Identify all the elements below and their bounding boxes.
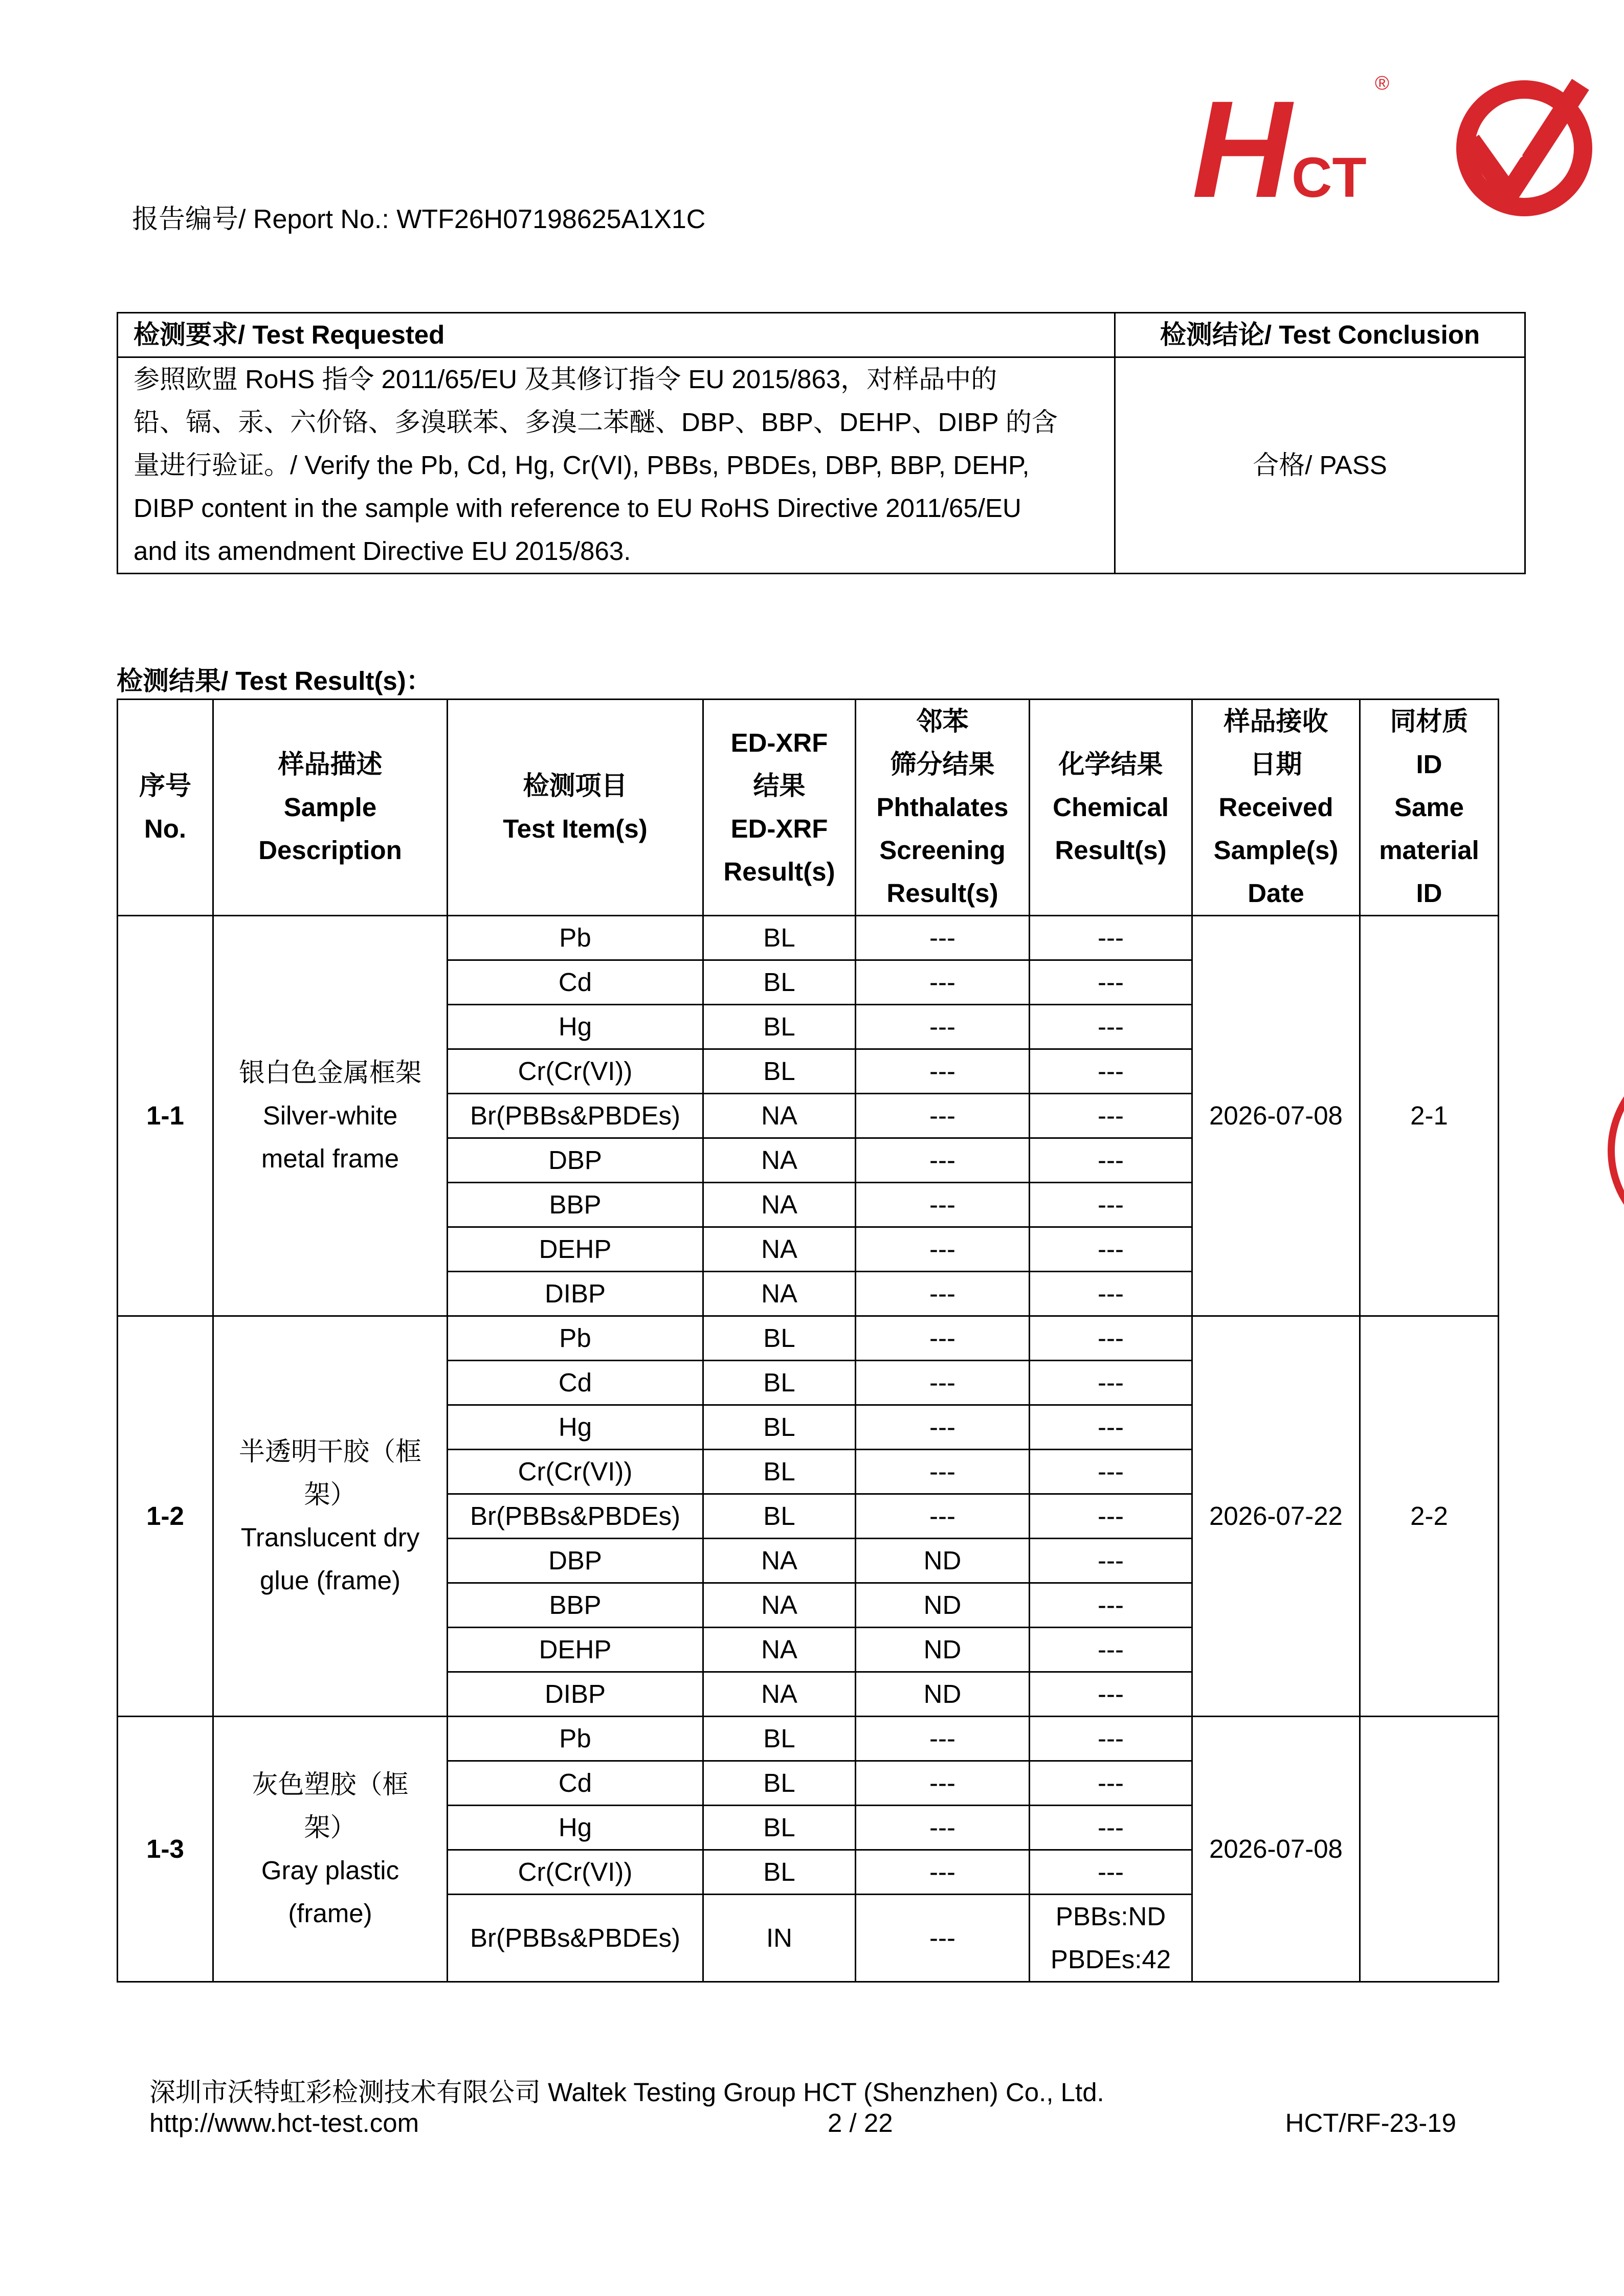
chem-line: PBBs:ND — [1055, 1902, 1166, 1931]
table-row — [118, 1717, 1499, 1761]
cell-xrf: NA — [703, 1183, 856, 1227]
header-same-material-id: 同材质 ID Same material ID — [1360, 700, 1499, 916]
cell-xrf: BL — [703, 1316, 856, 1361]
cell-item: BBP — [448, 1583, 703, 1628]
cell-xrf: BL — [703, 1005, 856, 1049]
cell-item: BBP — [448, 1183, 703, 1227]
logo-h-letter: HCT — [1192, 73, 1367, 217]
sample-number: 1-1 — [118, 916, 213, 1316]
cell-xrf: NA — [703, 1583, 856, 1628]
cell-chem: --- — [1030, 1717, 1192, 1761]
received-date: 2026-07-22 — [1192, 1316, 1360, 1717]
cell-phth: --- — [856, 1761, 1030, 1806]
cell-item: Cd — [448, 1361, 703, 1405]
cell-item: Pb — [448, 916, 703, 960]
cell-item: Pb — [448, 1717, 703, 1761]
cell-chem: --- — [1030, 1628, 1192, 1672]
header-xrf-result: ED-XRF 结果 ED-XRF Result(s) — [703, 700, 856, 916]
cell-item: Cd — [448, 960, 703, 1005]
cell-xrf: NA — [703, 1227, 856, 1272]
header-no: 序号 No. — [118, 700, 213, 916]
cell-chem: --- — [1030, 1494, 1192, 1539]
test-requested-table — [117, 312, 1526, 574]
cell-phth: --- — [856, 1806, 1030, 1850]
cell-chem: --- — [1030, 1361, 1192, 1405]
cell-item: Cr(Cr(VI)) — [448, 1450, 703, 1494]
cell-item: Cr(Cr(VI)) — [448, 1049, 703, 1094]
cell-chem — [1030, 1895, 1192, 1982]
cell-phth: --- — [856, 1494, 1030, 1539]
cell-chem: --- — [1030, 1138, 1192, 1183]
test-conclusion-header: 检测结论/ Test Conclusion — [1115, 313, 1525, 357]
same-material-id — [1360, 1717, 1499, 1982]
seal-stamp-fragment — [1604, 1048, 1624, 1253]
cell-item: Br(PBBs&PBDEs) — [448, 1895, 703, 1982]
cell-item: DIBP — [448, 1272, 703, 1316]
sample-description: 银白色金属框架 Silver-white metal frame — [213, 916, 448, 1316]
cell-item: DIBP — [448, 1672, 703, 1717]
cell-xrf: BL — [703, 1850, 856, 1895]
cell-phth: --- — [856, 1227, 1030, 1272]
header-phthalates-result: 邻苯 筛分结果 Phthalates Screening Result(s) — [856, 700, 1030, 916]
cell-xrf: BL — [703, 1806, 856, 1850]
cell-xrf: NA — [703, 1138, 856, 1183]
cell-chem: --- — [1030, 1005, 1192, 1049]
cell-chem: --- — [1030, 1761, 1192, 1806]
cell-phth: --- — [856, 1405, 1030, 1450]
cell-xrf: BL — [703, 1761, 856, 1806]
header-sample-description: 样品描述 Sample Description — [213, 700, 448, 916]
sample-number: 1-3 — [118, 1717, 213, 1982]
cell-item: Br(PBBs&PBDEs) — [448, 1494, 703, 1539]
sample-description: 半透明干胶（框 架） Translucent dry glue (frame) — [213, 1316, 448, 1717]
cell-phth: ND — [856, 1672, 1030, 1717]
cell-xrf: BL — [703, 1494, 856, 1539]
test-requested-header: 检测要求/ Test Requested — [118, 313, 1115, 357]
cell-item: Hg — [448, 1806, 703, 1850]
cell-phth: --- — [856, 960, 1030, 1005]
cell-chem: --- — [1030, 1850, 1192, 1895]
test-conclusion-value: 合格/ PASS — [1115, 357, 1525, 574]
cell-item: Pb — [448, 1316, 703, 1361]
hct-logo — [1192, 69, 1596, 217]
sample-number: 1-2 — [118, 1316, 213, 1717]
cell-xrf: NA — [703, 1272, 856, 1316]
cell-xrf: BL — [703, 1405, 856, 1450]
cell-item: Hg — [448, 1005, 703, 1049]
cell-chem: --- — [1030, 960, 1192, 1005]
cell-item: DBP — [448, 1138, 703, 1183]
header-test-items: 检测项目 Test Item(s) — [448, 700, 703, 916]
test-results-table — [117, 699, 1499, 1983]
cell-item: Br(PBBs&PBDEs) — [448, 1094, 703, 1138]
cell-item: Cd — [448, 1761, 703, 1806]
cell-phth: --- — [856, 1094, 1030, 1138]
cell-phth: --- — [856, 1183, 1030, 1227]
cell-chem: --- — [1030, 1272, 1192, 1316]
cell-phth: --- — [856, 1717, 1030, 1761]
cell-phth: --- — [856, 1272, 1030, 1316]
same-material-id: 2-2 — [1360, 1316, 1499, 1717]
cell-xrf: BL — [703, 1717, 856, 1761]
cell-chem: --- — [1030, 1316, 1192, 1361]
cell-chem: --- — [1030, 1094, 1192, 1138]
footer-website: http://www.hct-test.com — [149, 2108, 419, 2137]
cell-phth: --- — [856, 916, 1030, 960]
sample-description: 灰色塑胶（框 架） Gray plastic (frame) — [213, 1717, 448, 1982]
cell-item: DBP — [448, 1539, 703, 1583]
cell-xrf: BL — [703, 1450, 856, 1494]
cell-chem: --- — [1030, 916, 1192, 960]
table-row — [118, 1316, 1499, 1361]
cell-phth: ND — [856, 1583, 1030, 1628]
registered-mark: ® — [1375, 73, 1389, 94]
cell-phth: --- — [856, 1895, 1030, 1982]
received-date: 2026-07-08 — [1192, 916, 1360, 1316]
cell-phth: --- — [856, 1138, 1030, 1183]
test-requested-text: 参照欧盟 RoHS 指令 2011/65/EU 及其修订指令 EU 2015/863，对样品中的 铅、镉、汞、六价铬、多溴联苯、多溴二苯醚、DBP、BBP、DEHP、DIBP 的含 量进行验证。/ Verify the Pb, Cd, Hg, Cr(VI), PBBs, PBDEs, DBP, BBP, DEHP, DIBP content in the sample with reference to EU RoHS Directive 2011/65/EU and its amendment Directive EU 2015/863. — [118, 357, 1115, 574]
cell-item: DEHP — [448, 1227, 703, 1272]
cell-chem: --- — [1030, 1672, 1192, 1717]
footer-page-number: 2 / 22 — [828, 2108, 893, 2137]
cell-chem: --- — [1030, 1806, 1192, 1850]
received-date: 2026-07-08 — [1192, 1717, 1360, 1982]
cell-chem: --- — [1030, 1049, 1192, 1094]
cell-xrf: NA — [703, 1094, 856, 1138]
cell-phth: --- — [856, 1049, 1030, 1094]
cell-xrf: BL — [703, 960, 856, 1005]
same-material-id: 2-1 — [1360, 916, 1499, 1316]
cell-xrf: BL — [703, 1361, 856, 1405]
cell-chem: --- — [1030, 1583, 1192, 1628]
footer-company: 深圳市沃特虹彩检测技术有限公司 Waltek Testing Group HCT (Shenzhen) Co., Ltd. — [149, 2078, 1104, 2107]
cell-xrf: BL — [703, 916, 856, 960]
cell-chem: --- — [1030, 1183, 1192, 1227]
chem-line: PBDEs:42 — [1050, 1945, 1171, 1974]
cell-phth: ND — [856, 1628, 1030, 1672]
report-number: 报告编号/ Report No.: WTF26H07198625A1X1C — [132, 205, 706, 234]
cell-phth: --- — [856, 1850, 1030, 1895]
cell-xrf: NA — [703, 1672, 856, 1717]
header-received-date: 样品接收 日期 Received Sample(s) Date — [1192, 700, 1360, 916]
test-results-title: 检测结果/ Test Result(s)： — [117, 666, 432, 695]
cell-chem: --- — [1030, 1539, 1192, 1583]
cell-item: Cr(Cr(VI)) — [448, 1850, 703, 1895]
cell-xrf: BL — [703, 1049, 856, 1094]
cell-chem: --- — [1030, 1450, 1192, 1494]
cell-item: Hg — [448, 1405, 703, 1450]
cell-phth: --- — [856, 1316, 1030, 1361]
cell-xrf: NA — [703, 1539, 856, 1583]
cell-phth: --- — [856, 1361, 1030, 1405]
table-row — [118, 916, 1499, 960]
header-chemical-result: 化学结果 Chemical Result(s) — [1030, 700, 1192, 916]
cell-item: DEHP — [448, 1628, 703, 1672]
cell-chem: --- — [1030, 1227, 1192, 1272]
cell-xrf: NA — [703, 1628, 856, 1672]
cell-phth: --- — [856, 1450, 1030, 1494]
cell-phth: ND — [856, 1539, 1030, 1583]
footer-form-number: HCT/RF-23-19 — [1285, 2108, 1456, 2137]
cell-phth: --- — [856, 1005, 1030, 1049]
cell-chem: --- — [1030, 1405, 1192, 1450]
cell-xrf: IN — [703, 1895, 856, 1982]
